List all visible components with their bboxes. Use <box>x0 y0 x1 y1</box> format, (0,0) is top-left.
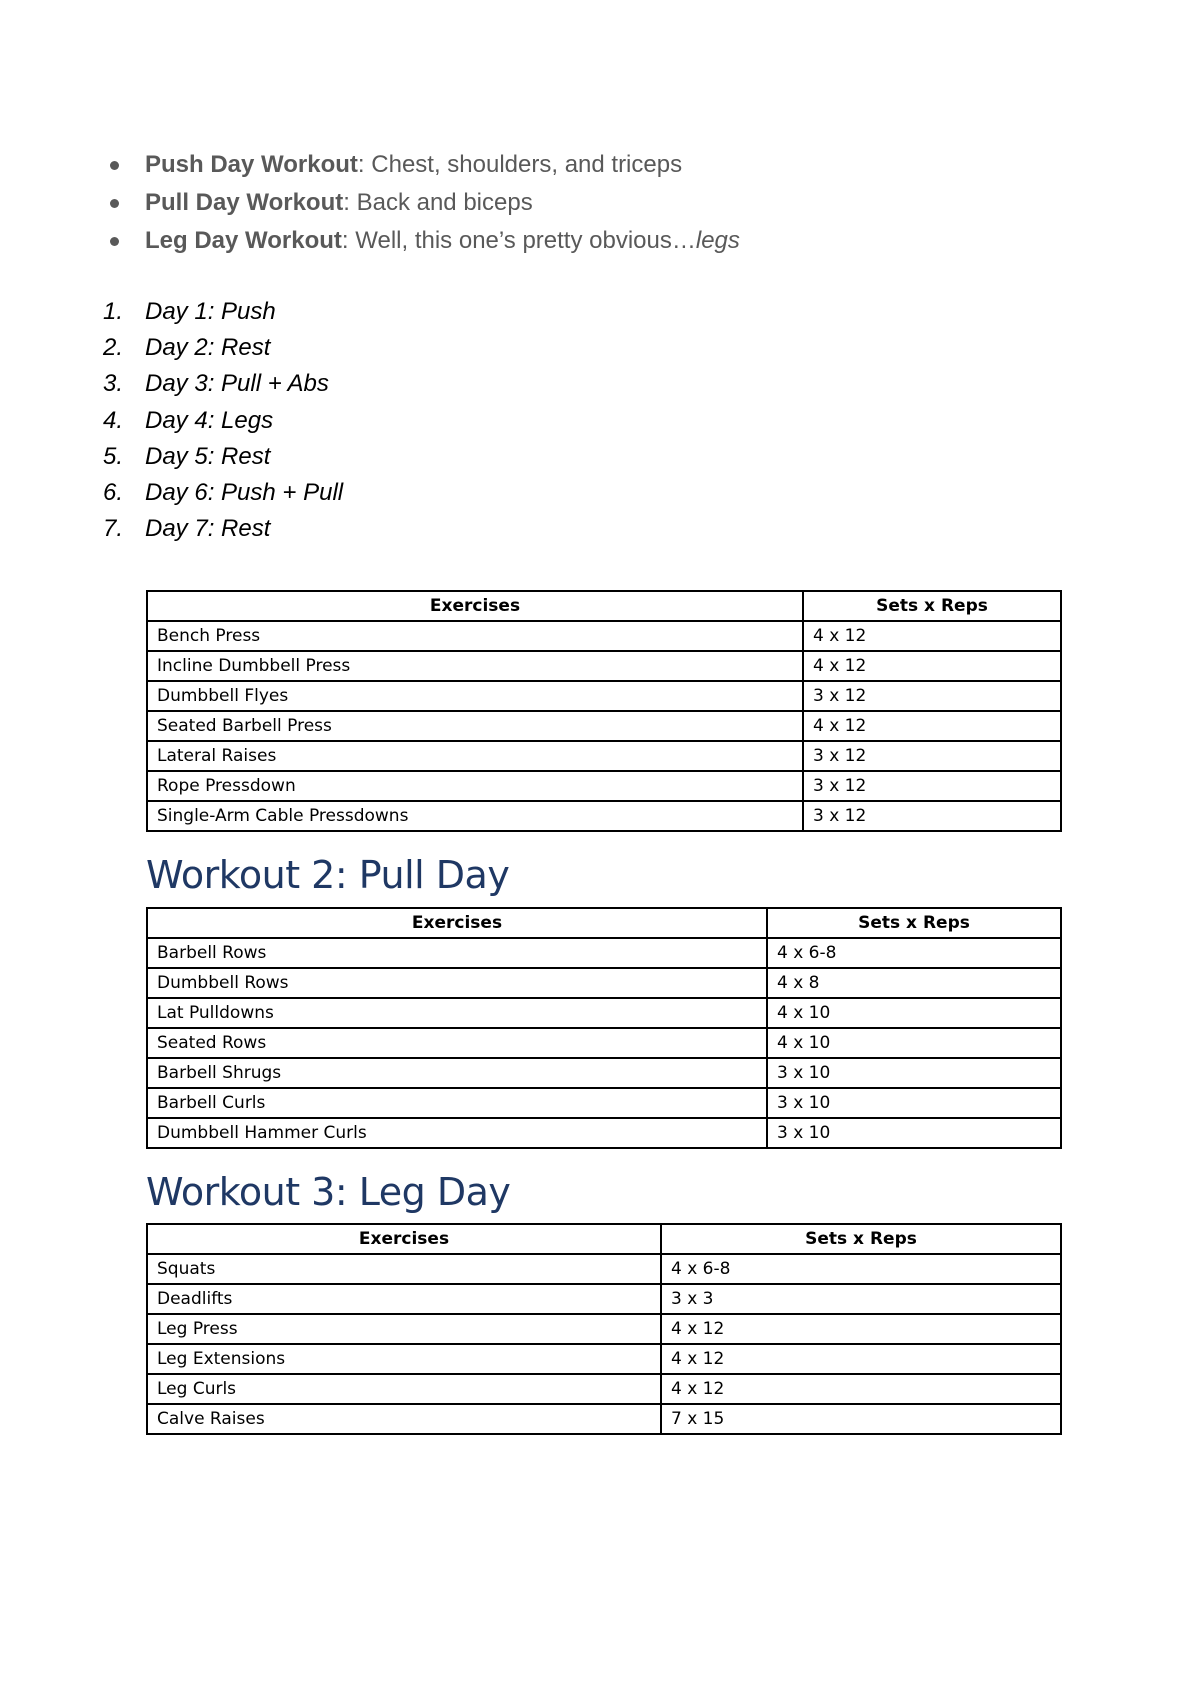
section-heading-leg-day: Workout 3: Leg Day <box>146 1170 511 1214</box>
sets-reps-cell: 4 x 12 <box>803 621 1061 651</box>
sets-reps-cell: 3 x 12 <box>803 771 1061 801</box>
exercise-cell: Leg Extensions <box>147 1344 661 1374</box>
table-row <box>147 771 1061 801</box>
table-row <box>147 1404 1061 1434</box>
schedule-number: 4. <box>103 406 124 434</box>
bullet-label: Push Day Workout <box>145 151 358 178</box>
schedule-text: Day 2: Rest <box>145 334 271 362</box>
leg-day-table <box>146 1223 1062 1435</box>
bullet-item-pull <box>103 184 740 222</box>
table-row <box>147 1118 1061 1148</box>
schedule-number: 7. <box>103 515 124 543</box>
schedule-text: Day 1: Push <box>145 298 276 325</box>
exercise-cell: Bench Press <box>147 621 803 651</box>
table-row <box>147 1028 1061 1058</box>
table-row <box>147 998 1061 1028</box>
exercise-cell: Dumbbell Flyes <box>147 681 803 711</box>
exercise-cell: Single-Arm Cable Pressdowns <box>147 801 803 831</box>
table-row <box>147 1088 1061 1118</box>
column-header-exercises: Exercises <box>147 1224 661 1254</box>
weekly-schedule-list <box>103 294 343 547</box>
table-row <box>147 938 1061 968</box>
pull-day-table <box>146 907 1062 1149</box>
bullet-label: Pull Day Workout <box>145 189 344 216</box>
sets-reps-cell: 3 x 10 <box>767 1118 1061 1148</box>
sets-reps-cell: 3 x 12 <box>803 801 1061 831</box>
table-row <box>147 1314 1061 1344</box>
push-day-table <box>146 590 1062 832</box>
bullet-text: : Chest, shoulders, and triceps <box>357 151 683 178</box>
sets-reps-cell: 7 x 15 <box>661 1404 1061 1434</box>
schedule-item <box>103 366 343 402</box>
table-row <box>147 801 1061 831</box>
bullet-item-push <box>103 146 740 184</box>
bullet-emphasis: legs <box>695 227 740 254</box>
sets-reps-cell: 3 x 10 <box>767 1088 1061 1118</box>
table-row <box>147 1058 1061 1088</box>
exercise-cell: Leg Press <box>147 1314 661 1344</box>
sets-reps-cell: 4 x 6-8 <box>661 1254 1061 1284</box>
exercise-cell: Barbell Shrugs <box>147 1058 767 1088</box>
workout-type-list <box>103 146 740 260</box>
sets-reps-cell: 4 x 8 <box>767 968 1061 998</box>
table-row <box>147 968 1061 998</box>
table-row <box>147 711 1061 741</box>
column-header-sets-reps: Sets x Reps <box>661 1224 1061 1254</box>
bullet-text: : Well, this one’s pretty obvious… <box>341 227 696 254</box>
schedule-item <box>103 511 343 547</box>
bullet-text: : Back and biceps <box>343 189 533 216</box>
column-header-sets-reps: Sets x Reps <box>767 908 1061 938</box>
table-row <box>147 1254 1061 1284</box>
column-header-exercises: Exercises <box>147 908 767 938</box>
schedule-number: 6. <box>103 478 124 506</box>
schedule-text: Day 6: Push + Pull <box>145 478 344 506</box>
sets-reps-cell: 4 x 6-8 <box>767 938 1061 968</box>
schedule-text: Day 4: Legs <box>145 406 274 434</box>
sets-reps-cell: 4 x 10 <box>767 1028 1061 1058</box>
schedule-text: Day 3: Pull + Abs <box>145 370 329 398</box>
table-row <box>147 1344 1061 1374</box>
table-row <box>147 741 1061 771</box>
sets-reps-cell: 4 x 12 <box>661 1314 1061 1344</box>
exercise-cell: Seated Barbell Press <box>147 711 803 741</box>
exercise-cell: Rope Pressdown <box>147 771 803 801</box>
schedule-number: 5. <box>103 442 124 470</box>
exercise-cell: Dumbbell Rows <box>147 968 767 998</box>
sets-reps-cell: 3 x 3 <box>661 1284 1061 1314</box>
exercise-cell: Lateral Raises <box>147 741 803 771</box>
table-row <box>147 681 1061 711</box>
table-row <box>147 651 1061 681</box>
exercise-cell: Lat Pulldowns <box>147 998 767 1028</box>
sets-reps-cell: 3 x 10 <box>767 1058 1061 1088</box>
schedule-number: 1. <box>103 298 124 325</box>
exercise-cell: Dumbbell Hammer Curls <box>147 1118 767 1148</box>
exercise-cell: Squats <box>147 1254 661 1284</box>
exercise-cell: Incline Dumbbell Press <box>147 651 803 681</box>
section-heading-pull-day: Workout 2: Pull Day <box>146 853 510 897</box>
table-header-row <box>147 591 1061 621</box>
table-row <box>147 621 1061 651</box>
sets-reps-cell: 4 x 12 <box>661 1374 1061 1404</box>
schedule-item <box>103 439 343 475</box>
exercise-cell: Seated Rows <box>147 1028 767 1058</box>
sets-reps-cell: 4 x 12 <box>803 651 1061 681</box>
schedule-item <box>103 330 343 366</box>
exercise-cell: Calve Raises <box>147 1404 661 1434</box>
exercise-cell: Deadlifts <box>147 1284 661 1314</box>
bullet-dot-icon <box>110 161 119 170</box>
table-row <box>147 1374 1061 1404</box>
sets-reps-cell: 3 x 12 <box>803 741 1061 771</box>
table-header-row <box>147 1224 1061 1254</box>
sets-reps-cell: 4 x 12 <box>661 1344 1061 1374</box>
bullet-dot-icon <box>110 237 119 246</box>
sets-reps-cell: 3 x 12 <box>803 681 1061 711</box>
exercise-cell: Leg Curls <box>147 1374 661 1404</box>
table-header-row <box>147 908 1061 938</box>
schedule-number: 3. <box>103 370 124 398</box>
column-header-sets-reps: Sets x Reps <box>803 591 1061 621</box>
table-row <box>147 1284 1061 1314</box>
exercise-cell: Barbell Curls <box>147 1088 767 1118</box>
schedule-number: 2. <box>103 334 124 362</box>
schedule-item <box>103 475 343 511</box>
schedule-text: Day 7: Rest <box>145 515 271 543</box>
schedule-item <box>103 294 343 330</box>
column-header-exercises: Exercises <box>147 591 803 621</box>
sets-reps-cell: 4 x 10 <box>767 998 1061 1028</box>
sets-reps-cell: 4 x 12 <box>803 711 1061 741</box>
exercise-cell: Barbell Rows <box>147 938 767 968</box>
bullet-item-leg <box>103 222 740 260</box>
schedule-text: Day 5: Rest <box>145 442 271 470</box>
schedule-item <box>103 403 343 439</box>
bullet-dot-icon <box>110 199 119 208</box>
bullet-label: Leg Day Workout <box>145 227 342 254</box>
